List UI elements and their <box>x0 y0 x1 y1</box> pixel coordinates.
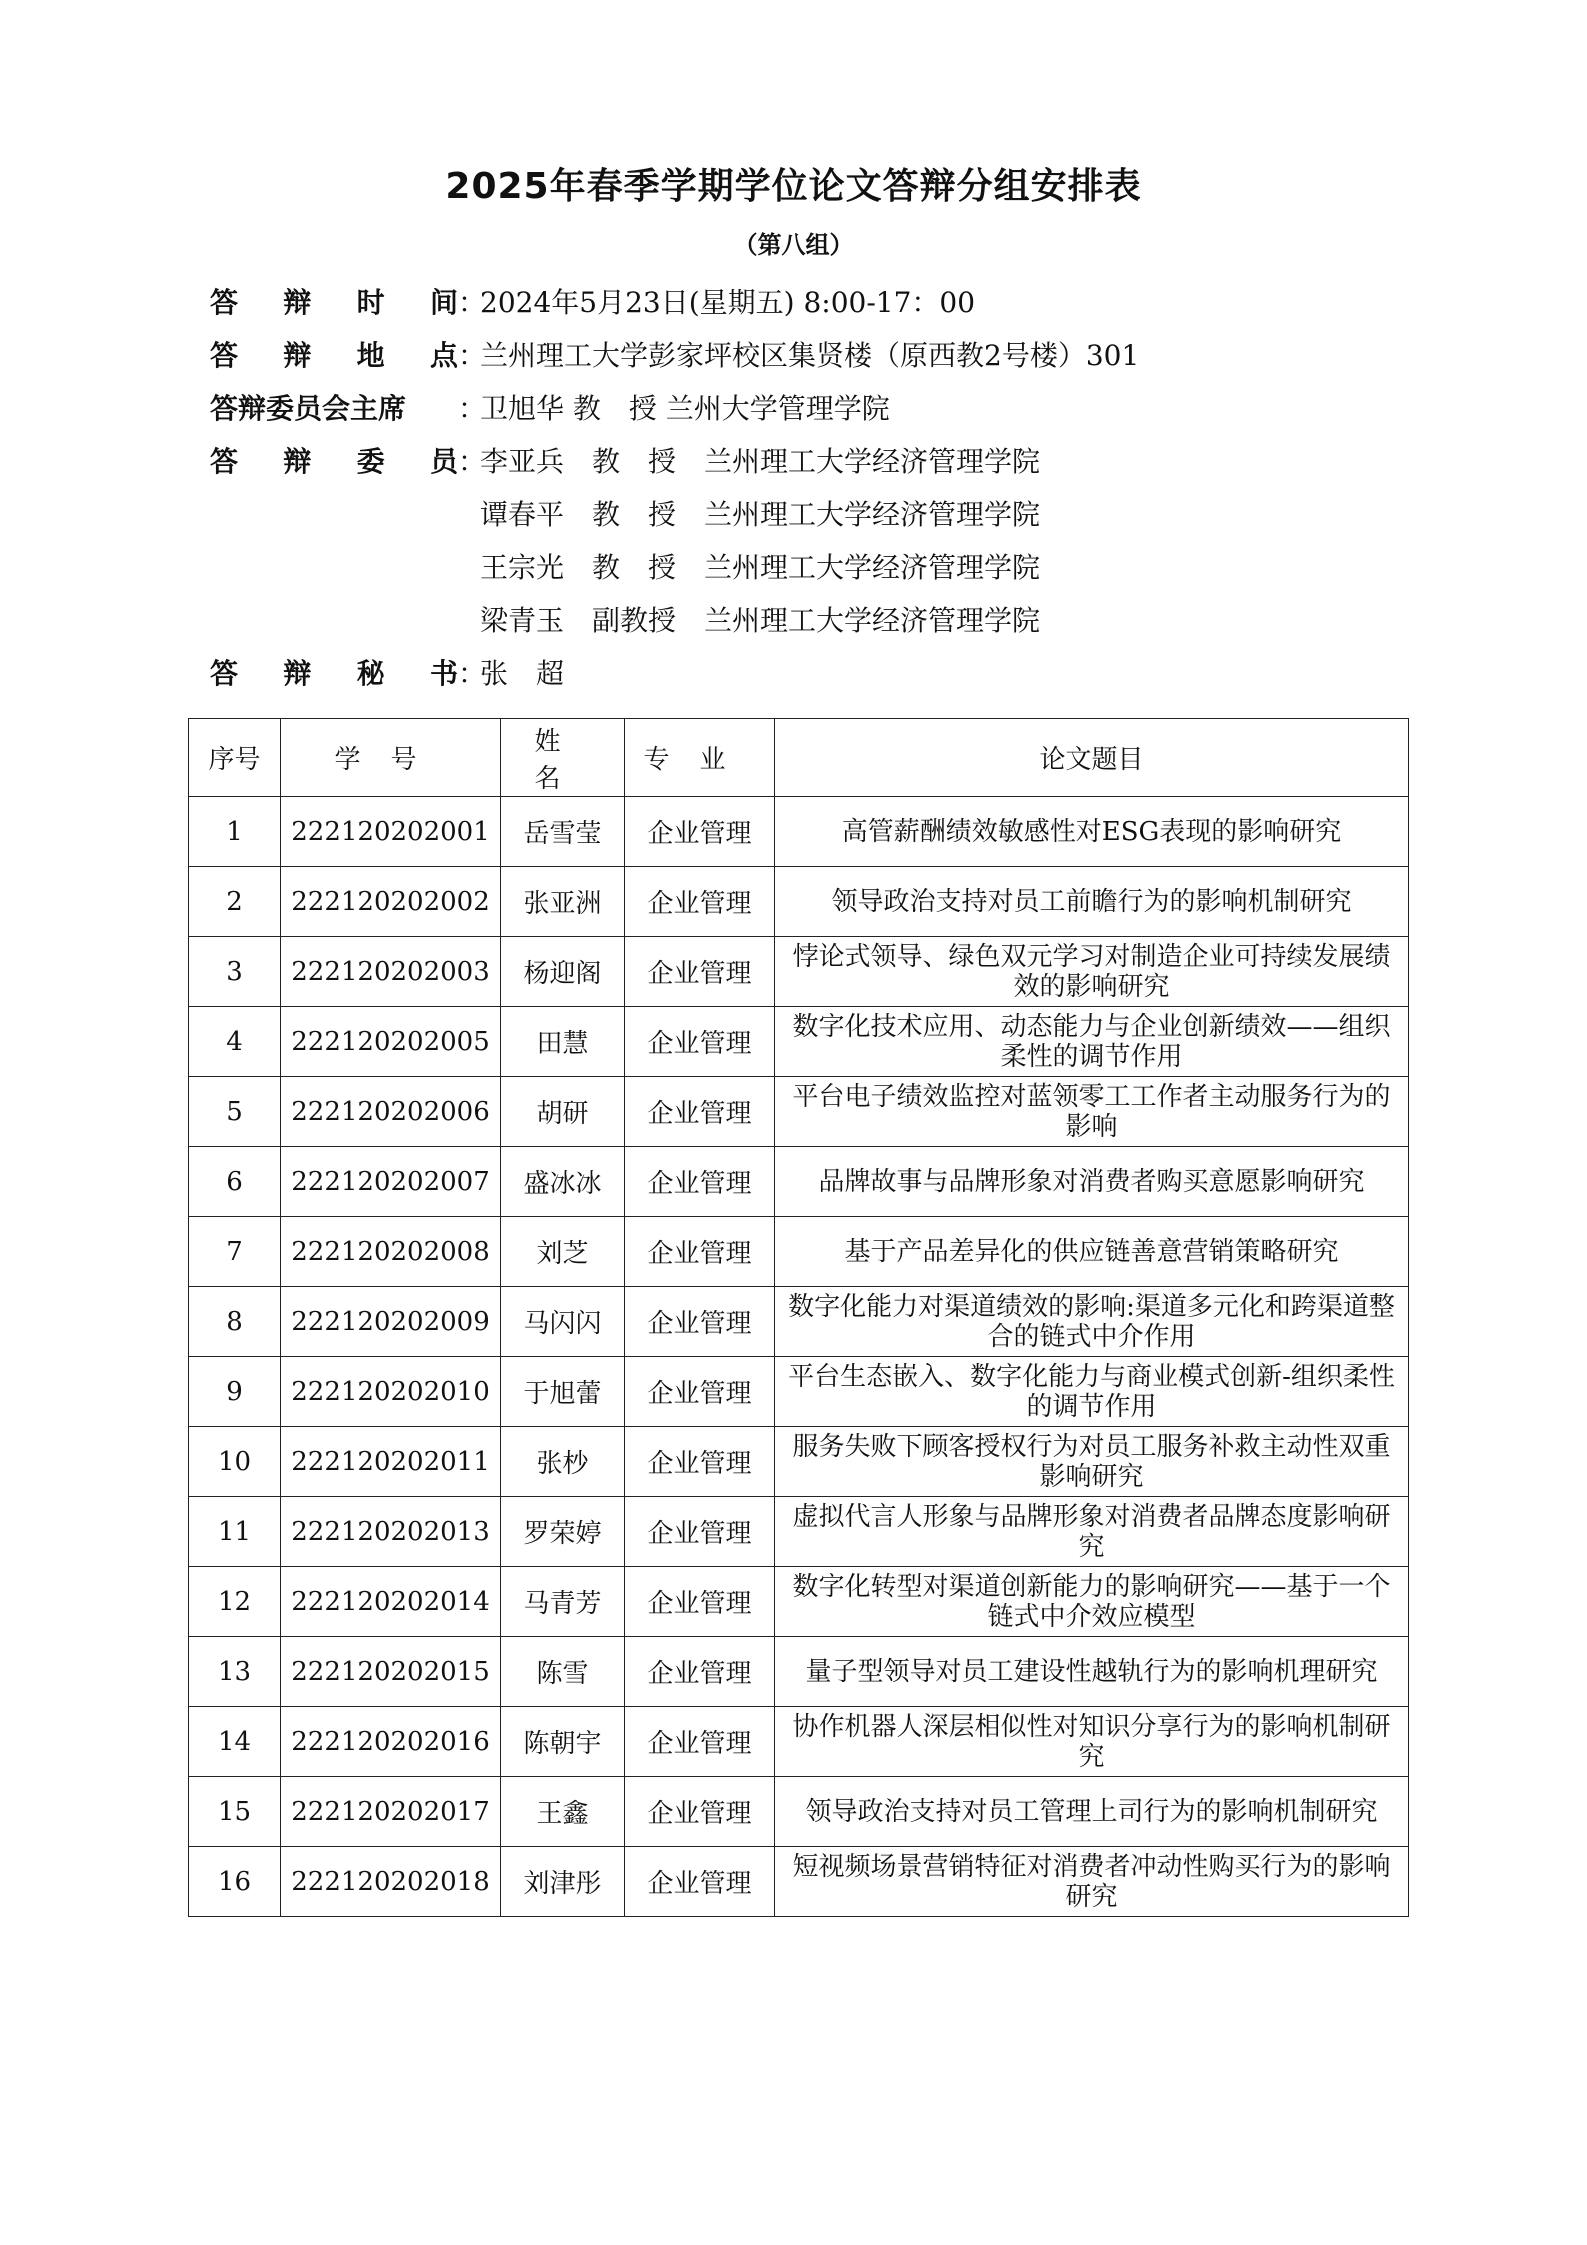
cell-topic: 品牌故事与品牌形象对消费者购买意愿影响研究 <box>775 1147 1409 1217</box>
cell-name: 张杪 <box>501 1427 625 1497</box>
table-row <box>189 1707 1409 1777</box>
cell-name: 盛冰冰 <box>501 1147 625 1217</box>
cell-student-id: 222120202007 <box>281 1147 501 1217</box>
table-row <box>189 1567 1409 1637</box>
cell-seq: 9 <box>189 1357 281 1427</box>
cell-student-id: 222120202015 <box>281 1637 501 1707</box>
cell-name: 罗荣婷 <box>501 1497 625 1567</box>
cell-major: 企业管理 <box>625 937 775 1007</box>
cell-name: 杨迎阁 <box>501 937 625 1007</box>
cell-student-id: 222120202002 <box>281 867 501 937</box>
cell-seq: 14 <box>189 1707 281 1777</box>
info-colon: ： <box>458 286 487 319</box>
table-row <box>189 1007 1409 1077</box>
info-colon: ： <box>458 392 487 425</box>
table-row <box>189 1217 1409 1287</box>
page-subtitle: （第八组） <box>733 231 854 259</box>
info-secretary-label: 答 辩 秘 书 <box>210 657 458 690</box>
info-members-row <box>210 435 1139 647</box>
cell-topic: 短视频场景营销特征对消费者冲动性购买行为的影响研究 <box>775 1847 1409 1917</box>
table-row <box>189 797 1409 867</box>
table-row <box>189 1497 1409 1567</box>
cell-major: 企业管理 <box>625 867 775 937</box>
cell-name: 岳雪莹 <box>501 797 625 867</box>
cell-seq: 11 <box>189 1497 281 1567</box>
cell-topic: 协作机器人深层相似性对知识分享行为的影响机制研究 <box>775 1707 1409 1777</box>
cell-seq: 12 <box>189 1567 281 1637</box>
cell-name: 陈朝宇 <box>501 1707 625 1777</box>
info-chair-value: 卫旭华 教 授 兰州大学管理学院 <box>480 392 890 425</box>
cell-topic: 高管薪酬绩效敏感性对ESG表现的影响研究 <box>775 797 1409 867</box>
table-row <box>189 937 1409 1007</box>
info-chair-row <box>210 382 1139 435</box>
member-item: 王宗光 教 授 兰州理工大学经济管理学院 <box>480 551 1041 584</box>
cell-student-id: 222120202018 <box>281 1847 501 1917</box>
table-row <box>189 1637 1409 1707</box>
cell-major: 企业管理 <box>625 1567 775 1637</box>
cell-seq: 10 <box>189 1427 281 1497</box>
table-row <box>189 1287 1409 1357</box>
table-row <box>189 1847 1409 1917</box>
cell-seq: 16 <box>189 1847 281 1917</box>
cell-major: 企业管理 <box>625 1287 775 1357</box>
cell-seq: 6 <box>189 1147 281 1217</box>
cell-major: 企业管理 <box>625 797 775 867</box>
cell-topic: 领导政治支持对员工管理上司行为的影响机制研究 <box>775 1777 1409 1847</box>
cell-major: 企业管理 <box>625 1497 775 1567</box>
cell-topic: 数字化转型对渠道创新能力的影响研究——基于一个链式中介效应模型 <box>775 1567 1409 1637</box>
table-header-row <box>189 719 1409 797</box>
cell-seq: 13 <box>189 1637 281 1707</box>
member-item: 李亚兵 教 授 兰州理工大学经济管理学院 <box>480 445 1041 478</box>
header-major: 专业 <box>625 719 775 797</box>
cell-seq: 5 <box>189 1077 281 1147</box>
info-time-label: 答 辩 时 间 <box>210 286 458 319</box>
table-row <box>189 1777 1409 1847</box>
cell-name: 马闪闪 <box>501 1287 625 1357</box>
page-title: 2025年春季学期学位论文答辩分组安排表 <box>445 166 1142 207</box>
info-colon: ： <box>458 445 487 478</box>
cell-major: 企业管理 <box>625 1777 775 1847</box>
table-row <box>189 1147 1409 1217</box>
table-row <box>189 1427 1409 1497</box>
cell-name: 刘芝 <box>501 1217 625 1287</box>
cell-major: 企业管理 <box>625 1427 775 1497</box>
member-list <box>480 435 1040 647</box>
info-members-label: 答 辩 委 员 <box>210 445 458 478</box>
header-topic: 论文题目 <box>775 719 1409 797</box>
cell-student-id: 222120202009 <box>281 1287 501 1357</box>
cell-name: 田慧 <box>501 1007 625 1077</box>
cell-topic: 数字化技术应用、动态能力与企业创新绩效——组织柔性的调节作用 <box>775 1007 1409 1077</box>
cell-student-id: 222120202017 <box>281 1777 501 1847</box>
cell-topic: 悖论式领导、绿色双元学习对制造企业可持续发展绩效的影响研究 <box>775 937 1409 1007</box>
cell-topic: 基于产品差异化的供应链善意营销策略研究 <box>775 1217 1409 1287</box>
cell-name: 胡研 <box>501 1077 625 1147</box>
cell-seq: 15 <box>189 1777 281 1847</box>
cell-topic: 平台电子绩效监控对蓝领零工工作者主动服务行为的影响 <box>775 1077 1409 1147</box>
cell-seq: 1 <box>189 797 281 867</box>
table-row <box>189 1077 1409 1147</box>
defense-info <box>210 276 1139 700</box>
cell-topic: 平台生态嵌入、数字化能力与商业模式创新-组织柔性的调节作用 <box>775 1357 1409 1427</box>
cell-major: 企业管理 <box>625 1637 775 1707</box>
cell-major: 企业管理 <box>625 1847 775 1917</box>
cell-name: 于旭蕾 <box>501 1357 625 1427</box>
defense-roster-table <box>188 718 1409 1917</box>
cell-seq: 3 <box>189 937 281 1007</box>
cell-student-id: 222120202013 <box>281 1497 501 1567</box>
cell-topic: 虚拟代言人形象与品牌形象对消费者品牌态度影响研究 <box>775 1497 1409 1567</box>
info-secretary-row <box>210 647 1139 700</box>
cell-student-id: 222120202001 <box>281 797 501 867</box>
info-location-value: 兰州理工大学彭家坪校区集贤楼（原西教2号楼）301 <box>480 339 1140 372</box>
table-row <box>189 867 1409 937</box>
cell-major: 企业管理 <box>625 1007 775 1077</box>
cell-student-id: 222120202010 <box>281 1357 501 1427</box>
cell-student-id: 222120202003 <box>281 937 501 1007</box>
info-colon: ： <box>458 657 487 690</box>
info-location-label: 答 辩 地 点 <box>210 339 458 372</box>
header-student-id: 学号 <box>281 719 501 797</box>
info-time-value: 2024年5月23日(星期五) 8:00-17：00 <box>480 286 976 319</box>
cell-student-id: 222120202011 <box>281 1427 501 1497</box>
info-location-row <box>210 329 1139 382</box>
table-row <box>189 1357 1409 1427</box>
cell-topic: 服务失败下顾客授权行为对员工服务补救主动性双重影响研究 <box>775 1427 1409 1497</box>
cell-student-id: 222120202016 <box>281 1707 501 1777</box>
cell-major: 企业管理 <box>625 1707 775 1777</box>
table-body <box>189 797 1409 1917</box>
cell-name: 王鑫 <box>501 1777 625 1847</box>
cell-student-id: 222120202008 <box>281 1217 501 1287</box>
header-seq: 序号 <box>189 719 281 797</box>
cell-major: 企业管理 <box>625 1217 775 1287</box>
cell-major: 企业管理 <box>625 1357 775 1427</box>
cell-seq: 4 <box>189 1007 281 1077</box>
cell-student-id: 222120202006 <box>281 1077 501 1147</box>
cell-topic: 量子型领导对员工建设性越轨行为的影响机理研究 <box>775 1637 1409 1707</box>
cell-major: 企业管理 <box>625 1147 775 1217</box>
cell-seq: 8 <box>189 1287 281 1357</box>
cell-student-id: 222120202005 <box>281 1007 501 1077</box>
info-time-row <box>210 276 1139 329</box>
header-name: 姓名 <box>501 719 625 797</box>
info-chair-label: 答辩委员会主席 <box>210 392 407 425</box>
cell-major: 企业管理 <box>625 1077 775 1147</box>
cell-name: 张亚洲 <box>501 867 625 937</box>
cell-seq: 2 <box>189 867 281 937</box>
cell-name: 马青芳 <box>501 1567 625 1637</box>
info-secretary-value: 张 超 <box>480 657 565 690</box>
info-colon: ： <box>458 339 487 372</box>
cell-name: 刘津彤 <box>501 1847 625 1917</box>
cell-student-id: 222120202014 <box>281 1567 501 1637</box>
cell-topic: 领导政治支持对员工前瞻行为的影响机制研究 <box>775 867 1409 937</box>
cell-topic: 数字化能力对渠道绩效的影响:渠道多元化和跨渠道整合的链式中介作用 <box>775 1287 1409 1357</box>
member-item: 梁青玉 副教授 兰州理工大学经济管理学院 <box>480 604 1041 637</box>
member-item: 谭春平 教 授 兰州理工大学经济管理学院 <box>480 498 1041 531</box>
cell-name: 陈雪 <box>501 1637 625 1707</box>
cell-seq: 7 <box>189 1217 281 1287</box>
